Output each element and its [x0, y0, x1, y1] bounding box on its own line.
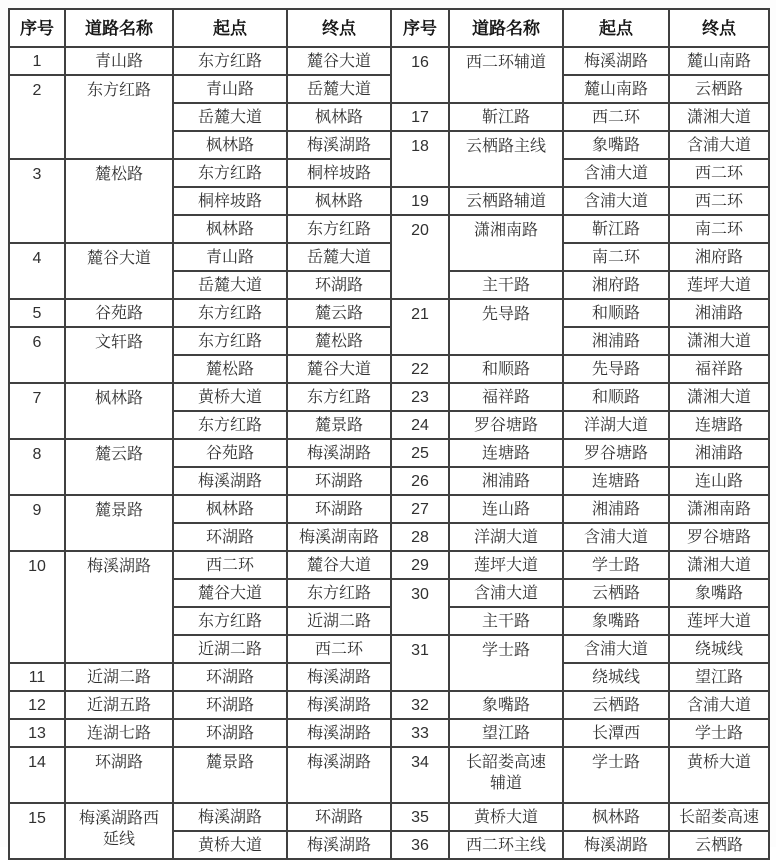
seq-cell: 6	[9, 327, 65, 383]
road-name-cell: 西二环主线	[449, 831, 563, 859]
table-row	[9, 747, 769, 803]
start-cell: 东方红路	[173, 299, 287, 327]
seq-cell: 16	[391, 47, 449, 103]
seq-cell: 3	[9, 159, 65, 243]
end-cell: 潇湘大道	[669, 103, 769, 131]
start-cell: 南二环	[563, 243, 669, 271]
start-cell: 象嘴路	[563, 131, 669, 159]
start-cell: 西二环	[563, 103, 669, 131]
col-header-start: 起点	[173, 9, 287, 47]
start-cell: 含浦大道	[563, 523, 669, 551]
table-row	[9, 439, 769, 467]
end-cell: 望江路	[669, 663, 769, 691]
road-name-cell: 先导路	[449, 299, 563, 355]
start-cell: 东方红路	[173, 607, 287, 635]
start-cell: 麓谷大道	[173, 579, 287, 607]
road-name-cell: 湘浦路	[449, 467, 563, 495]
start-cell: 环湖路	[173, 523, 287, 551]
end-cell: 连山路	[669, 467, 769, 495]
start-cell: 麓景路	[173, 747, 287, 803]
road-name-cell: 枫林路	[65, 383, 173, 439]
road-name-cell: 麓景路	[65, 495, 173, 551]
start-cell: 靳江路	[563, 215, 669, 243]
seq-cell: 36	[391, 831, 449, 859]
end-cell: 梅溪湖路	[287, 439, 391, 467]
start-cell: 枫林路	[173, 215, 287, 243]
road-name-cell: 靳江路	[449, 103, 563, 131]
seq-cell: 15	[9, 803, 65, 859]
end-cell: 云栖路	[669, 75, 769, 103]
road-name-cell: 麓松路	[65, 159, 173, 243]
table-row	[9, 243, 769, 271]
end-cell: 潇湘大道	[669, 551, 769, 579]
start-cell: 近湖二路	[173, 635, 287, 663]
table-row	[9, 47, 769, 75]
end-cell: 福祥路	[669, 355, 769, 383]
road-name-cell: 梅溪湖路	[65, 551, 173, 663]
table-row	[9, 327, 769, 355]
start-cell: 长潭西	[563, 719, 669, 747]
start-cell: 东方红路	[173, 159, 287, 187]
col-header-end: 终点	[287, 9, 391, 47]
start-cell: 西二环	[173, 551, 287, 579]
end-cell: 象嘴路	[669, 579, 769, 607]
end-cell: 云栖路	[669, 831, 769, 859]
start-cell: 云栖路	[563, 579, 669, 607]
end-cell: 湘浦路	[669, 439, 769, 467]
road-name-cell: 和顺路	[449, 355, 563, 383]
seq-cell: 1	[9, 47, 65, 75]
start-cell: 麓松路	[173, 355, 287, 383]
road-name-cell: 连山路	[449, 495, 563, 523]
road-name-cell: 环湖路	[65, 747, 173, 803]
road-name-cell: 文轩路	[65, 327, 173, 383]
start-cell: 环湖路	[173, 663, 287, 691]
seq-cell: 24	[391, 411, 449, 439]
end-cell: 岳麓大道	[287, 243, 391, 271]
seq-cell: 10	[9, 551, 65, 663]
seq-cell: 9	[9, 495, 65, 551]
road-name-cell: 近湖五路	[65, 691, 173, 719]
start-cell: 东方红路	[173, 47, 287, 75]
end-cell: 东方红路	[287, 383, 391, 411]
seq-cell: 30	[391, 579, 449, 635]
end-cell: 麓云路	[287, 299, 391, 327]
road-name-cell: 麓云路	[65, 439, 173, 495]
end-cell: 绕城线	[669, 635, 769, 663]
start-cell: 湘府路	[563, 271, 669, 299]
seq-cell: 26	[391, 467, 449, 495]
seq-cell: 27	[391, 495, 449, 523]
end-cell: 湘浦路	[669, 299, 769, 327]
road-name-cell: 云栖路主线	[449, 131, 563, 187]
start-cell: 和顺路	[563, 383, 669, 411]
start-cell: 学士路	[563, 551, 669, 579]
seq-cell: 32	[391, 691, 449, 719]
end-cell: 潇湘南路	[669, 495, 769, 523]
road-name-cell: 近湖二路	[65, 663, 173, 691]
end-cell: 梅溪湖路	[287, 831, 391, 859]
start-cell: 学士路	[563, 747, 669, 803]
end-cell: 莲坪大道	[669, 271, 769, 299]
table-row	[9, 803, 769, 831]
start-cell: 象嘴路	[563, 607, 669, 635]
seq-cell: 5	[9, 299, 65, 327]
end-cell: 麓景路	[287, 411, 391, 439]
start-cell: 岳麓大道	[173, 103, 287, 131]
end-cell: 环湖路	[287, 495, 391, 523]
end-cell: 环湖路	[287, 467, 391, 495]
start-cell: 环湖路	[173, 719, 287, 747]
end-cell: 环湖路	[287, 803, 391, 831]
start-cell: 绕城线	[563, 663, 669, 691]
start-cell: 罗谷塘路	[563, 439, 669, 467]
start-cell: 含浦大道	[563, 159, 669, 187]
end-cell: 莲坪大道	[669, 607, 769, 635]
road-name-cell: 主干路	[449, 607, 563, 635]
start-cell: 岳麓大道	[173, 271, 287, 299]
road-name-cell: 洋湖大道	[449, 523, 563, 551]
end-cell: 枫林路	[287, 187, 391, 215]
road-name-cell: 连湖七路	[65, 719, 173, 747]
seq-cell: 11	[9, 663, 65, 691]
table-row	[9, 551, 769, 579]
end-cell: 西二环	[669, 187, 769, 215]
seq-cell: 19	[391, 187, 449, 215]
end-cell: 麓谷大道	[287, 551, 391, 579]
start-cell: 黄桥大道	[173, 831, 287, 859]
road-name-cell: 云栖路辅道	[449, 187, 563, 215]
seq-cell: 33	[391, 719, 449, 747]
end-cell: 西二环	[287, 635, 391, 663]
seq-cell: 4	[9, 243, 65, 299]
road-name-cell: 东方红路	[65, 75, 173, 159]
road-name-cell: 莲坪大道	[449, 551, 563, 579]
start-cell: 梅溪湖路	[563, 47, 669, 75]
seq-cell: 22	[391, 355, 449, 383]
seq-cell: 21	[391, 299, 449, 355]
road-name-cell: 麓谷大道	[65, 243, 173, 299]
seq-cell: 12	[9, 691, 65, 719]
road-name-cell: 主干路	[449, 271, 563, 299]
end-cell: 梅溪湖路	[287, 131, 391, 159]
end-cell: 潇湘大道	[669, 383, 769, 411]
end-cell: 潇湘大道	[669, 327, 769, 355]
road-name-cell: 象嘴路	[449, 691, 563, 719]
road-name-cell: 黄桥大道	[449, 803, 563, 831]
seq-cell: 23	[391, 383, 449, 411]
end-cell: 麓谷大道	[287, 47, 391, 75]
start-cell: 麓山南路	[563, 75, 669, 103]
end-cell: 东方红路	[287, 579, 391, 607]
start-cell: 先导路	[563, 355, 669, 383]
road-name-cell: 谷苑路	[65, 299, 173, 327]
start-cell: 黄桥大道	[173, 383, 287, 411]
seq-cell: 25	[391, 439, 449, 467]
road-name-cell: 学士路	[449, 635, 563, 691]
start-cell: 青山路	[173, 75, 287, 103]
end-cell: 学士路	[669, 719, 769, 747]
road-name-cell: 潇湘南路	[449, 215, 563, 271]
end-cell: 梅溪湖路	[287, 719, 391, 747]
end-cell: 罗谷塘路	[669, 523, 769, 551]
col-header-end: 终点	[669, 9, 769, 47]
start-cell: 枫林路	[173, 131, 287, 159]
seq-cell: 7	[9, 383, 65, 439]
end-cell: 西二环	[669, 159, 769, 187]
seq-cell: 20	[391, 215, 449, 299]
end-cell: 近湖二路	[287, 607, 391, 635]
road-name-cell: 望江路	[449, 719, 563, 747]
end-cell: 湘府路	[669, 243, 769, 271]
end-cell: 麓谷大道	[287, 355, 391, 383]
seq-cell: 34	[391, 747, 449, 803]
start-cell: 桐梓坡路	[173, 187, 287, 215]
start-cell: 枫林路	[563, 803, 669, 831]
end-cell: 麓山南路	[669, 47, 769, 75]
seq-cell: 17	[391, 103, 449, 131]
table-row	[9, 691, 769, 719]
road-name-cell: 罗谷塘路	[449, 411, 563, 439]
end-cell: 长韶娄高速	[669, 803, 769, 831]
road-name-cell: 青山路	[65, 47, 173, 75]
start-cell: 云栖路	[563, 691, 669, 719]
end-cell: 南二环	[669, 215, 769, 243]
road-name-cell: 梅溪湖路西延线	[65, 803, 173, 859]
start-cell: 环湖路	[173, 691, 287, 719]
end-cell: 东方红路	[287, 215, 391, 243]
table-row	[9, 663, 769, 691]
start-cell: 青山路	[173, 243, 287, 271]
table-row	[9, 75, 769, 103]
start-cell: 湘浦路	[563, 495, 669, 523]
start-cell: 连塘路	[563, 467, 669, 495]
seq-cell: 2	[9, 75, 65, 159]
end-cell: 梅溪湖南路	[287, 523, 391, 551]
table-row	[9, 159, 769, 187]
seq-cell: 29	[391, 551, 449, 579]
seq-cell: 31	[391, 635, 449, 691]
road-name-cell: 福祥路	[449, 383, 563, 411]
end-cell: 麓松路	[287, 327, 391, 355]
start-cell: 和顺路	[563, 299, 669, 327]
start-cell: 含浦大道	[563, 187, 669, 215]
col-header-start: 起点	[563, 9, 669, 47]
end-cell: 梅溪湖路	[287, 691, 391, 719]
table-row	[9, 719, 769, 747]
seq-cell: 14	[9, 747, 65, 803]
header-row	[9, 9, 769, 47]
col-header-no: 序号	[9, 9, 65, 47]
table-row	[9, 495, 769, 523]
road-name-cell: 含浦大道	[449, 579, 563, 607]
end-cell: 梅溪湖路	[287, 663, 391, 691]
seq-cell: 28	[391, 523, 449, 551]
start-cell: 含浦大道	[563, 635, 669, 663]
col-header-name: 道路名称	[65, 9, 173, 47]
road-name-cell: 西二环辅道	[449, 47, 563, 103]
end-cell: 黄桥大道	[669, 747, 769, 803]
seq-cell: 18	[391, 131, 449, 187]
seq-cell: 35	[391, 803, 449, 831]
seq-cell: 13	[9, 719, 65, 747]
start-cell: 谷苑路	[173, 439, 287, 467]
end-cell: 含浦大道	[669, 691, 769, 719]
end-cell: 连塘路	[669, 411, 769, 439]
end-cell: 桐梓坡路	[287, 159, 391, 187]
start-cell: 枫林路	[173, 495, 287, 523]
road-name-cell: 连塘路	[449, 439, 563, 467]
end-cell: 岳麓大道	[287, 75, 391, 103]
start-cell: 梅溪湖路	[563, 831, 669, 859]
start-cell: 梅溪湖路	[173, 803, 287, 831]
start-cell: 洋湖大道	[563, 411, 669, 439]
road-name-cell: 长韶娄高速辅道	[449, 747, 563, 803]
start-cell: 梅溪湖路	[173, 467, 287, 495]
start-cell: 东方红路	[173, 327, 287, 355]
start-cell: 湘浦路	[563, 327, 669, 355]
end-cell: 枫林路	[287, 103, 391, 131]
end-cell: 梅溪湖路	[287, 747, 391, 803]
table-row	[9, 299, 769, 327]
col-header-no: 序号	[391, 9, 449, 47]
table-row	[9, 383, 769, 411]
seq-cell: 8	[9, 439, 65, 495]
end-cell: 含浦大道	[669, 131, 769, 159]
col-header-name: 道路名称	[449, 9, 563, 47]
end-cell: 环湖路	[287, 271, 391, 299]
start-cell: 东方红路	[173, 411, 287, 439]
road-segments-table	[8, 8, 770, 860]
